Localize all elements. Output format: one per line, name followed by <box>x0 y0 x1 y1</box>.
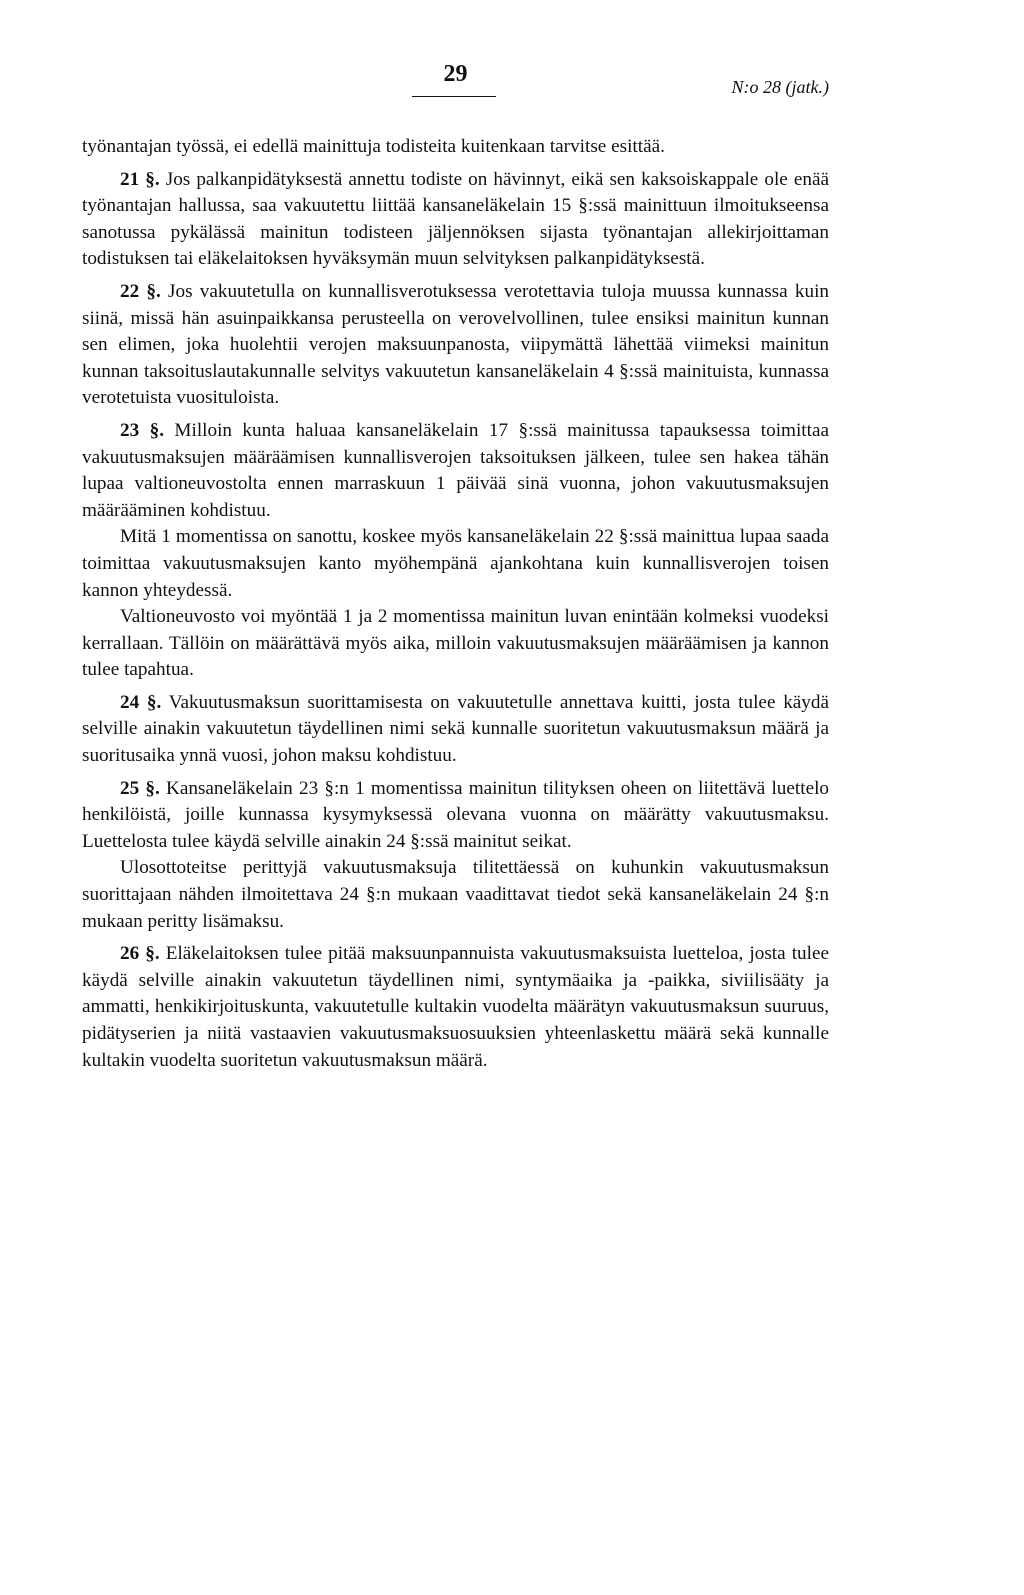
section-number: 24 §. <box>120 691 162 713</box>
section-24 <box>82 690 829 770</box>
header-rule <box>412 96 496 97</box>
section-number: 25 §. <box>120 777 160 799</box>
paragraph-text: Mitä 1 momentissa on sanottu, koskee myös kansaneläkelain 22 §:ssä mainittua lupaa saada toimittaa vakuutusmaksujen kanto myöhempänä ajankohtana kuin kunnallisverojen toisen kannon yhteydessä. <box>82 526 829 601</box>
paragraph-text: Jos palkanpidätyksestä annettu todiste on hävinnyt, eikä sen kaksoiskappale ole enää työnantajan hallussa, saa vakuutettu liittää kansaneläkelain 15 §:ssä mainittuun ilmoitukseensa sanotussa pykälässä mainitun todisteen jäljennöksen sijasta työnantajan allekirjoittaman todistuksen tai eläkelaitoksen hyväksymän muun selvityksen palkanpidätyksestä. <box>82 168 830 270</box>
paragraph-text: Valtioneuvosto voi myöntää 1 ja 2 momentissa mainitun luvan enintään kolmeksi vuodeksi kerrallaan. Tällöin on määrättävä myös aika, milloin vakuutusmaksujen määräämisen ja kannon tulee tapahtua. <box>82 606 829 681</box>
paragraph-text: Kansaneläkelain 23 §:n 1 momentissa mainitun tilityksen oheen on liitettävä luettelo henkilöistä, joille kunnassa kysymyksessä olevana vuonna on määrätty vakuutusmaksu. Luettelosta tulee käydä selville ainakin 24 §:ssä mainitut seikat. <box>82 777 830 852</box>
paragraph-text: Jos vakuutetulla on kunnallisverotuksessa verotettavia tuloja muussa kunnassa kuin siinä, missä hän asuinpaikkansa perusteella on verovelvollinen, tulee ensiksi mainitun kunnan sen elimen, joka huolehtii verojen maksuunpanosta, viipymättä lähettää viimeksi mainitun kunnan taksoituslautakunnalle selvitys vakuutetun kansaneläkelain 4 §:ssä mainituista, kunnassa verotetuista vuosituloista. <box>82 280 829 409</box>
paragraph-text: Ulosottoteitse perittyjä vakuutusmaksuja tilitettäessä on kuhunkin vakuutusmaksun suorittajaan nähden ilmoitettava 24 §:n mukaan vaadittavat tiedot sekä kansaneläkelain 24 §:n mukaan peritty lisämaksu. <box>82 857 829 932</box>
section-25-paragraph-2 <box>82 855 829 935</box>
document-body <box>82 134 829 1074</box>
section-26 <box>82 941 829 1074</box>
section-23-paragraph-3 <box>82 604 829 684</box>
page-number: 29 <box>443 61 468 87</box>
paragraph-continuation <box>82 134 829 161</box>
paragraph-text: Vakuutusmaksun suorittamisesta on vakuutetulle annettava kuitti, josta tulee käydä selville ainakin vakuutetun täydellinen nimi sekä kunnalle suoritetun vakuutusmaksun määrä ja suoritusaika ynnä vuosi, johon maksu kohdistuu. <box>82 691 830 767</box>
section-number: 23 §. <box>120 419 164 441</box>
section-23 <box>82 418 829 524</box>
section-21 <box>82 167 829 273</box>
document-page <box>82 52 829 1074</box>
act-reference: N:o 28 (jatk.) <box>731 77 829 97</box>
section-23-paragraph-2 <box>82 524 829 604</box>
section-number: 26 §. <box>120 943 160 965</box>
section-number: 22 §. <box>120 280 161 302</box>
section-25 <box>82 776 829 856</box>
paragraph-text: työnantajan työssä, ei edellä mainittuja todisteita kuitenkaan tarvitse esittää. <box>82 136 665 157</box>
paragraph-text: Milloin kunta haluaa kansaneläkelain 17 §:ssä mainitussa tapauksessa toimittaa vakuutusmaksujen määräämisen kunnallisverojen taksoituksen jälkeen, tulee sen hakea tähän lupaa valtioneuvostolta ennen marraskuun 1 päivää sinä vuonna, johon vakuutusmaksujen määrääminen kohdistuu. <box>82 419 829 521</box>
section-number: 21 §. <box>120 168 160 190</box>
section-22 <box>82 279 829 412</box>
page-header <box>82 52 829 134</box>
paragraph-text: Eläkelaitoksen tulee pitää maksuunpannuista vakuutusmaksuista luetteloa, josta tulee käydä selville ainakin vakuutetun täydellinen nimi, syntymäaika ja -paikka, siviilisääty ja ammatti, henkikirjoituskunta, vakuutetulle kultakin vuodelta määrätyn vakuutusmaksun suuruus, pidätyserien ja niitä vastaavien vakuutusmaksuosuuksien yhteenlaskettu määrä sekä kunnalle kultakin vuodelta suoritetun vakuutusmaksun määrä. <box>82 943 829 1071</box>
